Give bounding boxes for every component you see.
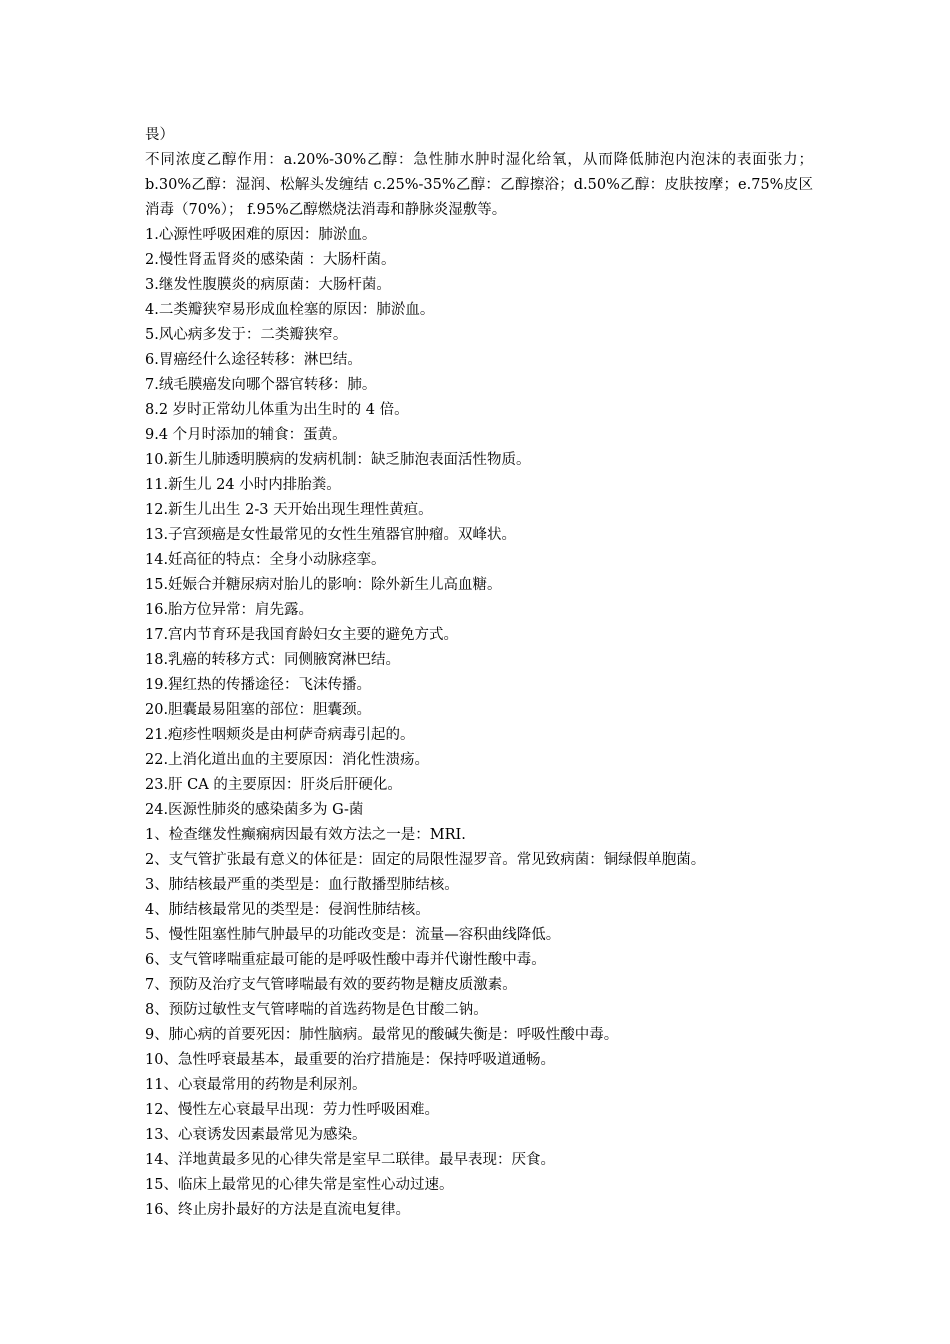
- list-item: 1.心源性呼吸困难的原因：肺淤血。: [145, 227, 377, 243]
- list-item: 17.宫内节育环是我国育龄妇女主要的避免方式。: [145, 627, 459, 643]
- list-item: 18.乳癌的转移方式：同侧腋窝淋巴结。: [145, 652, 401, 668]
- list-item: 9、肺心病的首要死因：肺性脑病。最常见的酸碱失衡是：呼吸性酸中毒。: [145, 1027, 619, 1043]
- list-item: 3、肺结核最严重的类型是：血行散播型肺结核。: [145, 877, 459, 893]
- document-page: [145, 123, 813, 1223]
- list-item: 6、支气管哮喘重症最可能的是呼吸性酸中毒并代谢性酸中毒。: [145, 952, 546, 968]
- list-item: 7.绒毛膜癌发向哪个器官转移：肺。: [145, 377, 377, 393]
- ethanol-paragraph: 不同浓度乙醇作用：a.20%-30%乙醇：急性肺水肿时湿化给氧，从而降低肺泡内泡沫的表面张力； b.30%乙醇：湿润、松解头发缠结 c.25%-35%乙醇：乙醇擦浴；d.50%乙醇：皮肤按摩；e.75%皮区消毒（70%）； f.95%乙醇燃烧法消毒和静脉炎湿敷等。: [145, 152, 813, 218]
- list-item: 5、慢性阻塞性肺气肿最早的功能改变是：流量—容积曲线降低。: [145, 927, 561, 943]
- list-item: 16、终止房扑最好的方法是直流电复律。: [145, 1202, 410, 1218]
- list-item: 19.猩红热的传播途径：飞沫传播。: [145, 677, 372, 693]
- list-item: 23.肝 CA 的主要原因：肝炎后肝硬化。: [145, 777, 402, 793]
- list-b: [145, 823, 813, 1223]
- list-item: 9.4 个月时添加的辅食：蛋黄。: [145, 427, 347, 443]
- list-item: 1、检查继发性癫痫病因最有效方法之一是：MRI.: [145, 827, 466, 843]
- intro-fragment: 畏）: [145, 127, 174, 143]
- list-item: 15、临床上最常见的心律失常是室性心动过速。: [145, 1177, 454, 1193]
- list-item: 13、心衰诱发因素最常见为感染。: [145, 1127, 367, 1143]
- list-item: 20.胆囊最易阻塞的部位：胆囊颈。: [145, 702, 372, 718]
- list-item: 16.胎方位异常：肩先露。: [145, 602, 314, 618]
- list-item: 12、慢性左心衰最早出现：劳力性呼吸困难。: [145, 1102, 439, 1118]
- list-item: 22.上消化道出血的主要原因：消化性溃疡。: [145, 752, 430, 768]
- list-item: 3.继发性腹膜炎的病原菌：大肠杆菌。: [145, 277, 391, 293]
- list-item: 15.妊娠合并糖尿病对胎儿的影响：除外新生儿高血糖。: [145, 577, 502, 593]
- list-item: 11.新生儿 24 小时内排胎粪。: [145, 477, 341, 493]
- list-item: 5.风心病多发于：二类瓣狭窄。: [145, 327, 348, 343]
- list-item: 13.子宫颈癌是女性最常见的女性生殖器官肿瘤。双峰状。: [145, 527, 517, 543]
- list-item: 11、心衰最常用的药物是利尿剂。: [145, 1077, 367, 1093]
- list-item: 21.疱疹性咽颊炎是由柯萨奇病毒引起的。: [145, 727, 415, 743]
- list-item: 14、洋地黄最多见的心律失常是室早二联律。最早表现：厌食。: [145, 1152, 555, 1168]
- list-item: 24.医源性肺炎的感染菌多为 G-菌: [145, 802, 364, 818]
- list-item: 4.二类瓣狭窄易形成血栓塞的原因：肺淤血。: [145, 302, 435, 318]
- list-item: 7、预防及治疗支气管哮喘最有效的要药物是糖皮质激素。: [145, 977, 517, 993]
- list-item: 10、急性呼衰最基本，最重要的治疗措施是：保持呼吸道通畅。: [145, 1052, 555, 1068]
- list-item: 12.新生儿出生 2-3 天开始出现生理性黄疸。: [145, 502, 433, 518]
- list-a: [145, 223, 813, 823]
- list-item: 14.妊高征的特点：全身小动脉痉挛。: [145, 552, 386, 568]
- list-item: 8.2 岁时正常幼儿体重为出生时的 4 倍。: [145, 402, 409, 418]
- list-item: 6.胃癌经什么途径转移：淋巴结。: [145, 352, 362, 368]
- list-item: 2.慢性肾盂肾炎的感染菌 ：大肠杆菌。: [145, 252, 396, 268]
- list-item: 8、预防过敏性支气管哮喘的首选药物是色甘酸二钠。: [145, 1002, 488, 1018]
- list-item: 10.新生儿肺透明膜病的发病机制：缺乏肺泡表面活性物质。: [145, 452, 531, 468]
- list-item: 2、支气管扩张最有意义的体征是：固定的局限性湿罗音。常见致病菌：铜绿假单胞菌。: [145, 852, 706, 868]
- list-item: 4、肺结核最常见的类型是：侵润性肺结核。: [145, 902, 430, 918]
